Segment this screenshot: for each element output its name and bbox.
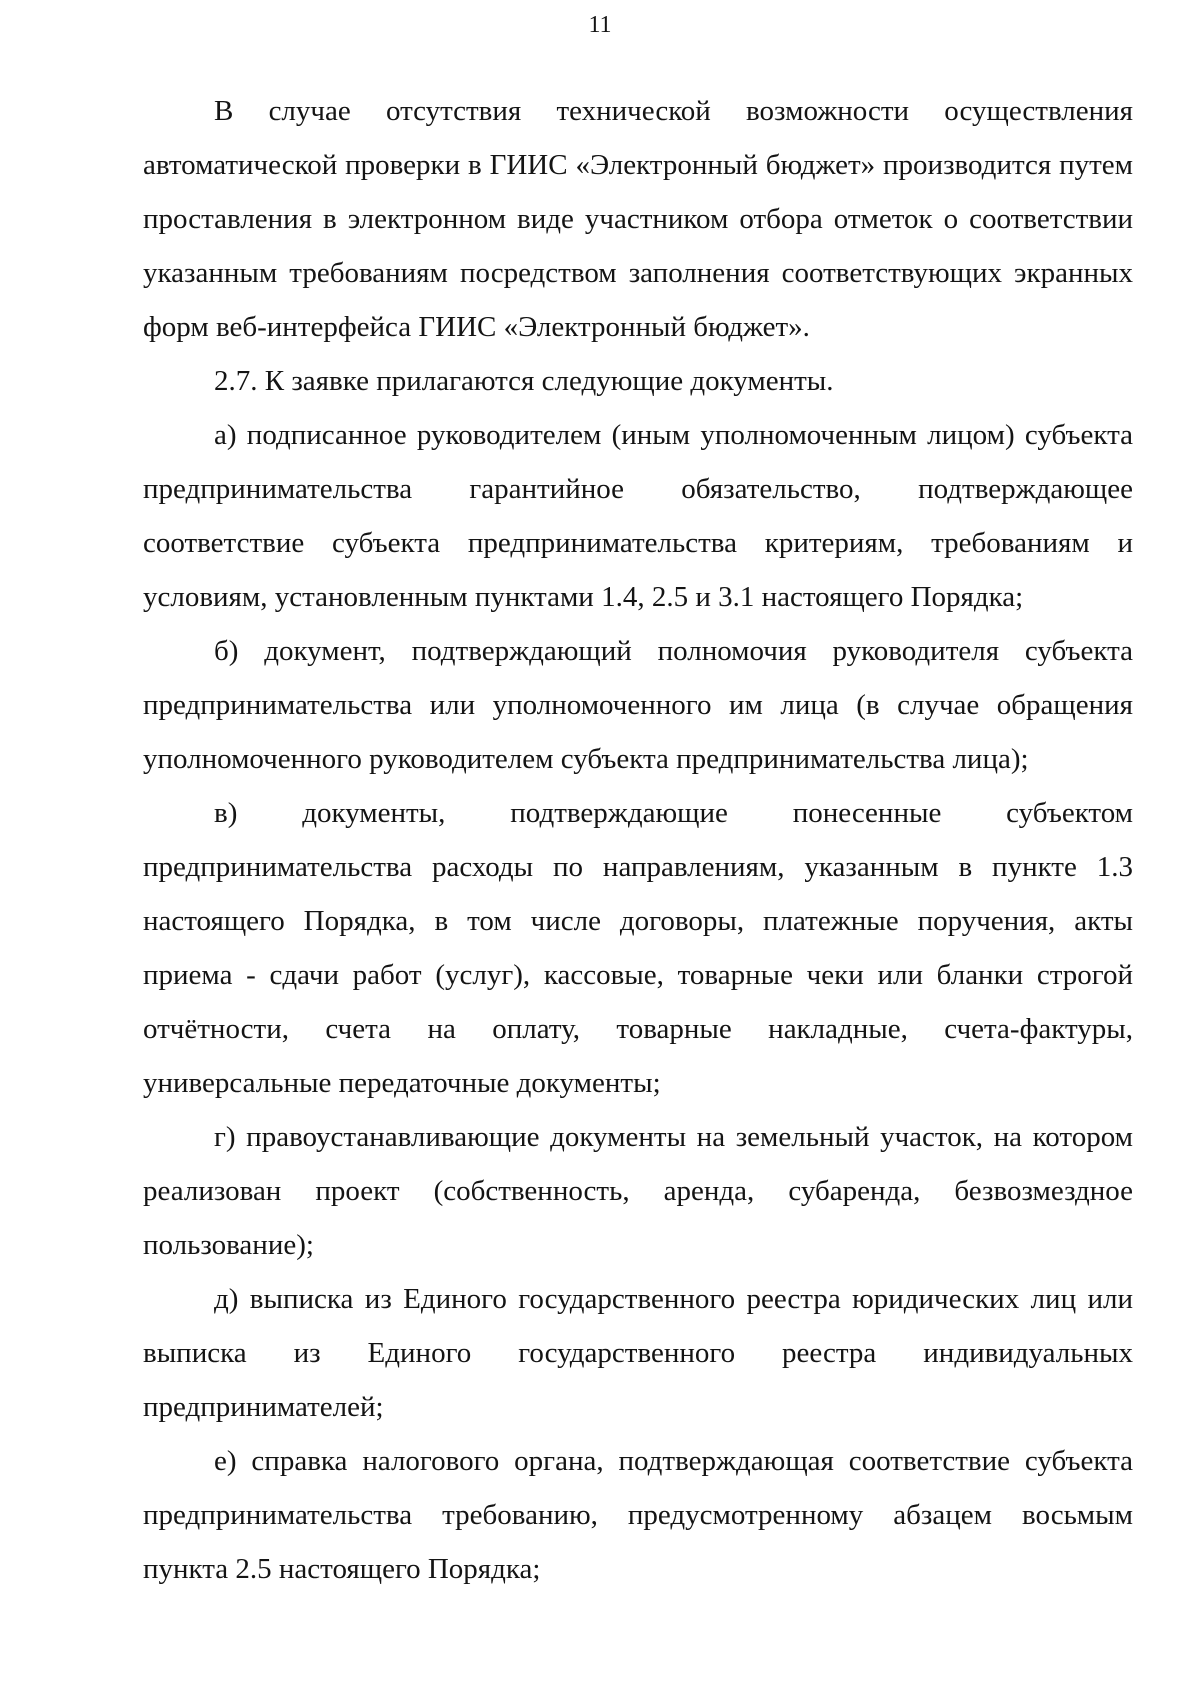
paragraph-item-e: е) справка налогового органа, подтверждающая соответствие субъекта предпринимательства требованию, предусмотренному абзацем восьмым пункта 2.5 настоящего Порядка; bbox=[143, 1445, 1133, 1585]
paragraph-technical-impossibility: В случае отсутствия технической возможности осуществления автоматической проверки в ГИИС «Электронный бюджет» производится путем проставления в электронном виде участником отбора отметок о соответствии указанным требованиям посредством заполнения соответствующих экранных форм веб-интерфейса ГИИС «Электронный бюджет». bbox=[143, 95, 1133, 343]
paragraph-2-7-heading: 2.7. К заявке прилагаются следующие документы. bbox=[214, 365, 834, 397]
paragraph-item-v: в) документы, подтверждающие понесенные субъектом предпринимательства расходы по направлениям, указанным в пункте 1.3 настоящего Порядка, в том числе договоры, платежные поручения, акты приема - сдачи работ (услуг), кассовые, товарные чеки или бланки строгой отчётности, счета на оплату, товарные накладные, счета-фактуры, универсальные передаточные документы; bbox=[143, 797, 1133, 1099]
paragraph-item-b: б) документ, подтверждающий полномочия руководителя субъекта предпринимательства или уполномоченного им лица (в случае обращения уполномоченного руководителем субъекта предпринимательства лица); bbox=[143, 635, 1133, 775]
paragraph-item-d: д) выписка из Единого государственного реестра юридических лиц или выписка из Единого государственного реестра индивидуальных предпринимателей; bbox=[143, 1283, 1133, 1423]
page-number: 11 bbox=[588, 12, 612, 38]
paragraph-item-a: а) подписанное руководителем (иным уполномоченным лицом) субъекта предпринимательства гарантийное обязательство, подтверждающее соответствие субъекта предпринимательства критериям, требованиям и условиям, установленным пунктами 1.4, 2.5 и 3.1 настоящего Порядка; bbox=[143, 419, 1133, 613]
document-body bbox=[143, 84, 1133, 1596]
paragraph-item-g: г) правоустанавливающие документы на земельный участок, на котором реализован проект (собственность, аренда, субаренда, безвозмездное пользование); bbox=[143, 1121, 1133, 1261]
